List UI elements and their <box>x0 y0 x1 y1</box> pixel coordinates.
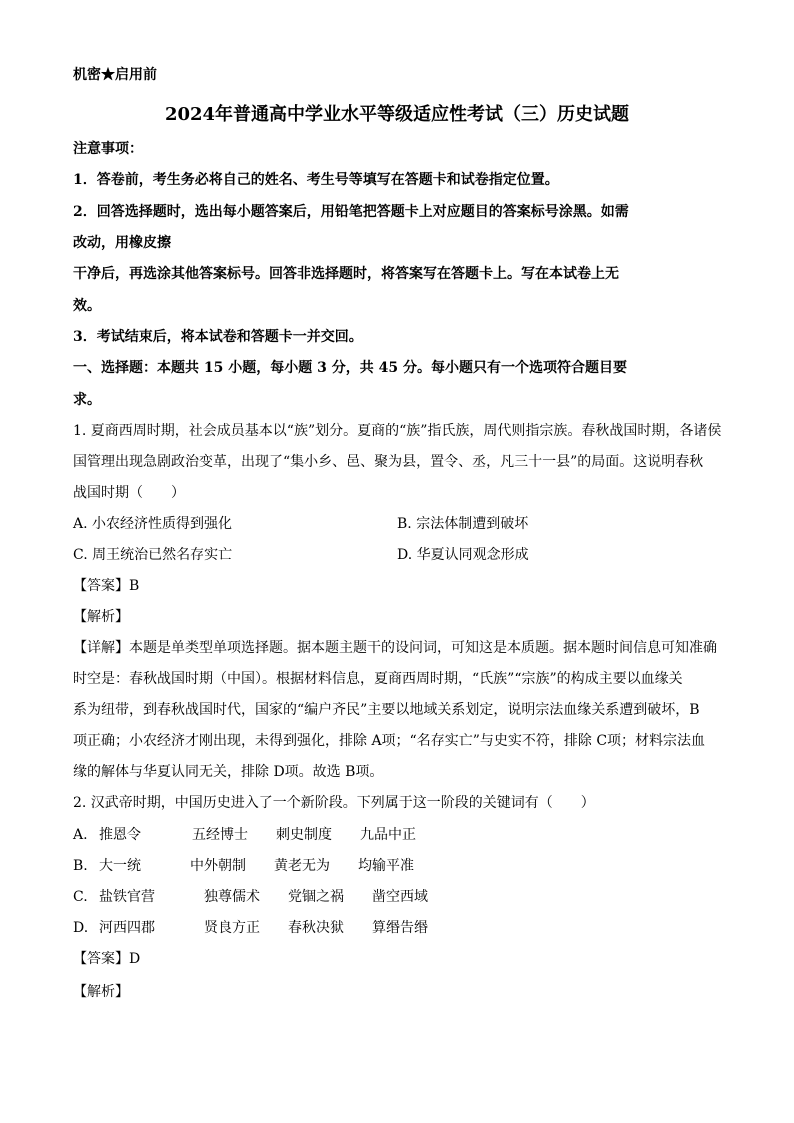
q1-stem-line-2: 国管理出现急剧政治变革，出现了“集小乡、邑、聚为县，置令、丞，凡三十一县”的局面。这说明春秋 <box>73 454 704 470</box>
q2-stem: 2. 汉武帝时期，中国历史进入了一个新阶段。下列属于这一阶段的关键词有（ ） <box>73 795 595 811</box>
q2-option-c-label: C. <box>73 889 88 905</box>
q1-detail-line-5: 缘的解体与华夏认同无关，排除 D项。故选 B项。 <box>73 764 384 780</box>
q2-option-a-term-1: 推恩令 <box>99 827 141 843</box>
q2-option-c-term-2: 独尊儒术 <box>204 889 260 905</box>
q1-detail-line-2: 时空是：春秋战国时期（中国）。根据材料信息，夏商西周时期，“氏族”“宗族”的构成主要以血缘关 <box>73 671 683 687</box>
q1-answer: 【答案】B <box>73 578 140 594</box>
q2-option-b-term-2: 中外朝制 <box>190 858 246 874</box>
q2-option-d-term-1: 河西四郡 <box>99 920 155 936</box>
q2-option-a-term-2: 五经博士 <box>192 827 248 843</box>
page-title: 2024年普通高中学业水平等级适应性考试（三）历史试题 <box>164 104 630 125</box>
q1-detail-line-1: 【详解】本题是单类型单项选择题。据本题主题干的设问词，可知这是本质题。据本题时间信息可知准确 <box>73 640 717 656</box>
q2-option-d <box>73 919 428 937</box>
notice-heading: 注意事项： <box>73 141 143 157</box>
q2-option-c-term-4: 凿空西域 <box>372 889 428 905</box>
q1-option-d: D. 华夏认同观念形成 <box>397 547 529 563</box>
section-1-heading-line-1: 一、选择题：本题共 15 小题，每小题 3 分，共 45 分。每小题只有一个选项符合题目要 <box>73 360 627 376</box>
q1-option-a: A. 小农经济性质得到强化 <box>73 516 233 532</box>
notice-item-2-line-4: 效。 <box>73 298 101 314</box>
q1-stem-line-3: 战国时期（ ） <box>73 485 185 501</box>
q1-option-c: C. 周王统治已然名存实亡 <box>73 547 233 563</box>
q2-option-d-term-3: 春秋决狱 <box>288 920 344 936</box>
q2-option-d-term-4: 算缗告缗 <box>372 920 428 936</box>
section-1-heading-line-2: 求。 <box>73 392 101 408</box>
q1-analysis-heading: 【解析】 <box>73 609 129 625</box>
notice-item-1: 1．答卷前，考生务必将自己的姓名、考生号等填写在答题卡和试卷指定位置。 <box>73 172 559 188</box>
q2-option-c <box>73 888 428 906</box>
q2-option-c-term-1: 盐铁官营 <box>99 889 155 905</box>
q2-option-d-label: D. <box>73 920 89 936</box>
q2-option-d-term-2: 贤良方正 <box>204 920 260 936</box>
q2-option-b-label: B. <box>73 858 88 874</box>
q1-detail-line-3: 系为纽带，到春秋战国时代，国家的“编户齐民”主要以地域关系划定，说明宗法血缘关系遭到破坏，B <box>73 702 700 718</box>
q2-answer: 【答案】D <box>73 951 141 967</box>
q2-option-b-term-3: 黄老无为 <box>274 858 330 874</box>
notice-item-2-line-2: 改动，用橡皮擦 <box>73 235 171 251</box>
q2-option-b <box>73 857 414 875</box>
q2-analysis-heading: 【解析】 <box>73 984 129 1000</box>
confidential-mark: 机密★启用前 <box>73 67 157 83</box>
q1-option-b: B. 宗法体制遭到破坏 <box>397 516 529 532</box>
q2-option-a-term-4: 九品中正 <box>360 827 416 843</box>
q2-option-a-label: A. <box>73 827 88 843</box>
notice-item-3: 3．考试结束后，将本试卷和答题卡一并交回。 <box>73 329 363 345</box>
q2-option-b-term-1: 大一统 <box>99 858 141 874</box>
q2-option-a-term-3: 刺史制度 <box>276 827 332 843</box>
q1-stem-line-1: 1. 夏商西周时期，社会成员基本以“族”划分。夏商的“族”指氏族，周代则指宗族。春秋战国时期，各诸侯 <box>73 423 722 439</box>
q2-option-a <box>73 826 416 844</box>
q2-option-c-term-3: 党锢之祸 <box>288 889 344 905</box>
notice-item-2-line-3: 干净后，再选涂其他答案标号。回答非选择题时，将答案写在答题卡上。写在本试卷上无 <box>73 266 619 282</box>
q1-detail-line-4: 项正确；小农经济才刚出现，未得到强化，排除 A项；“名存实亡”与史实不符，排除 C项；材料宗法血 <box>73 733 706 749</box>
notice-item-2-line-1: 2．回答选择题时，选出每小题答案后，用铅笔把答题卡上对应题目的答案标号涂黑。如需 <box>73 204 629 220</box>
q2-option-b-term-4: 均输平准 <box>358 858 414 874</box>
